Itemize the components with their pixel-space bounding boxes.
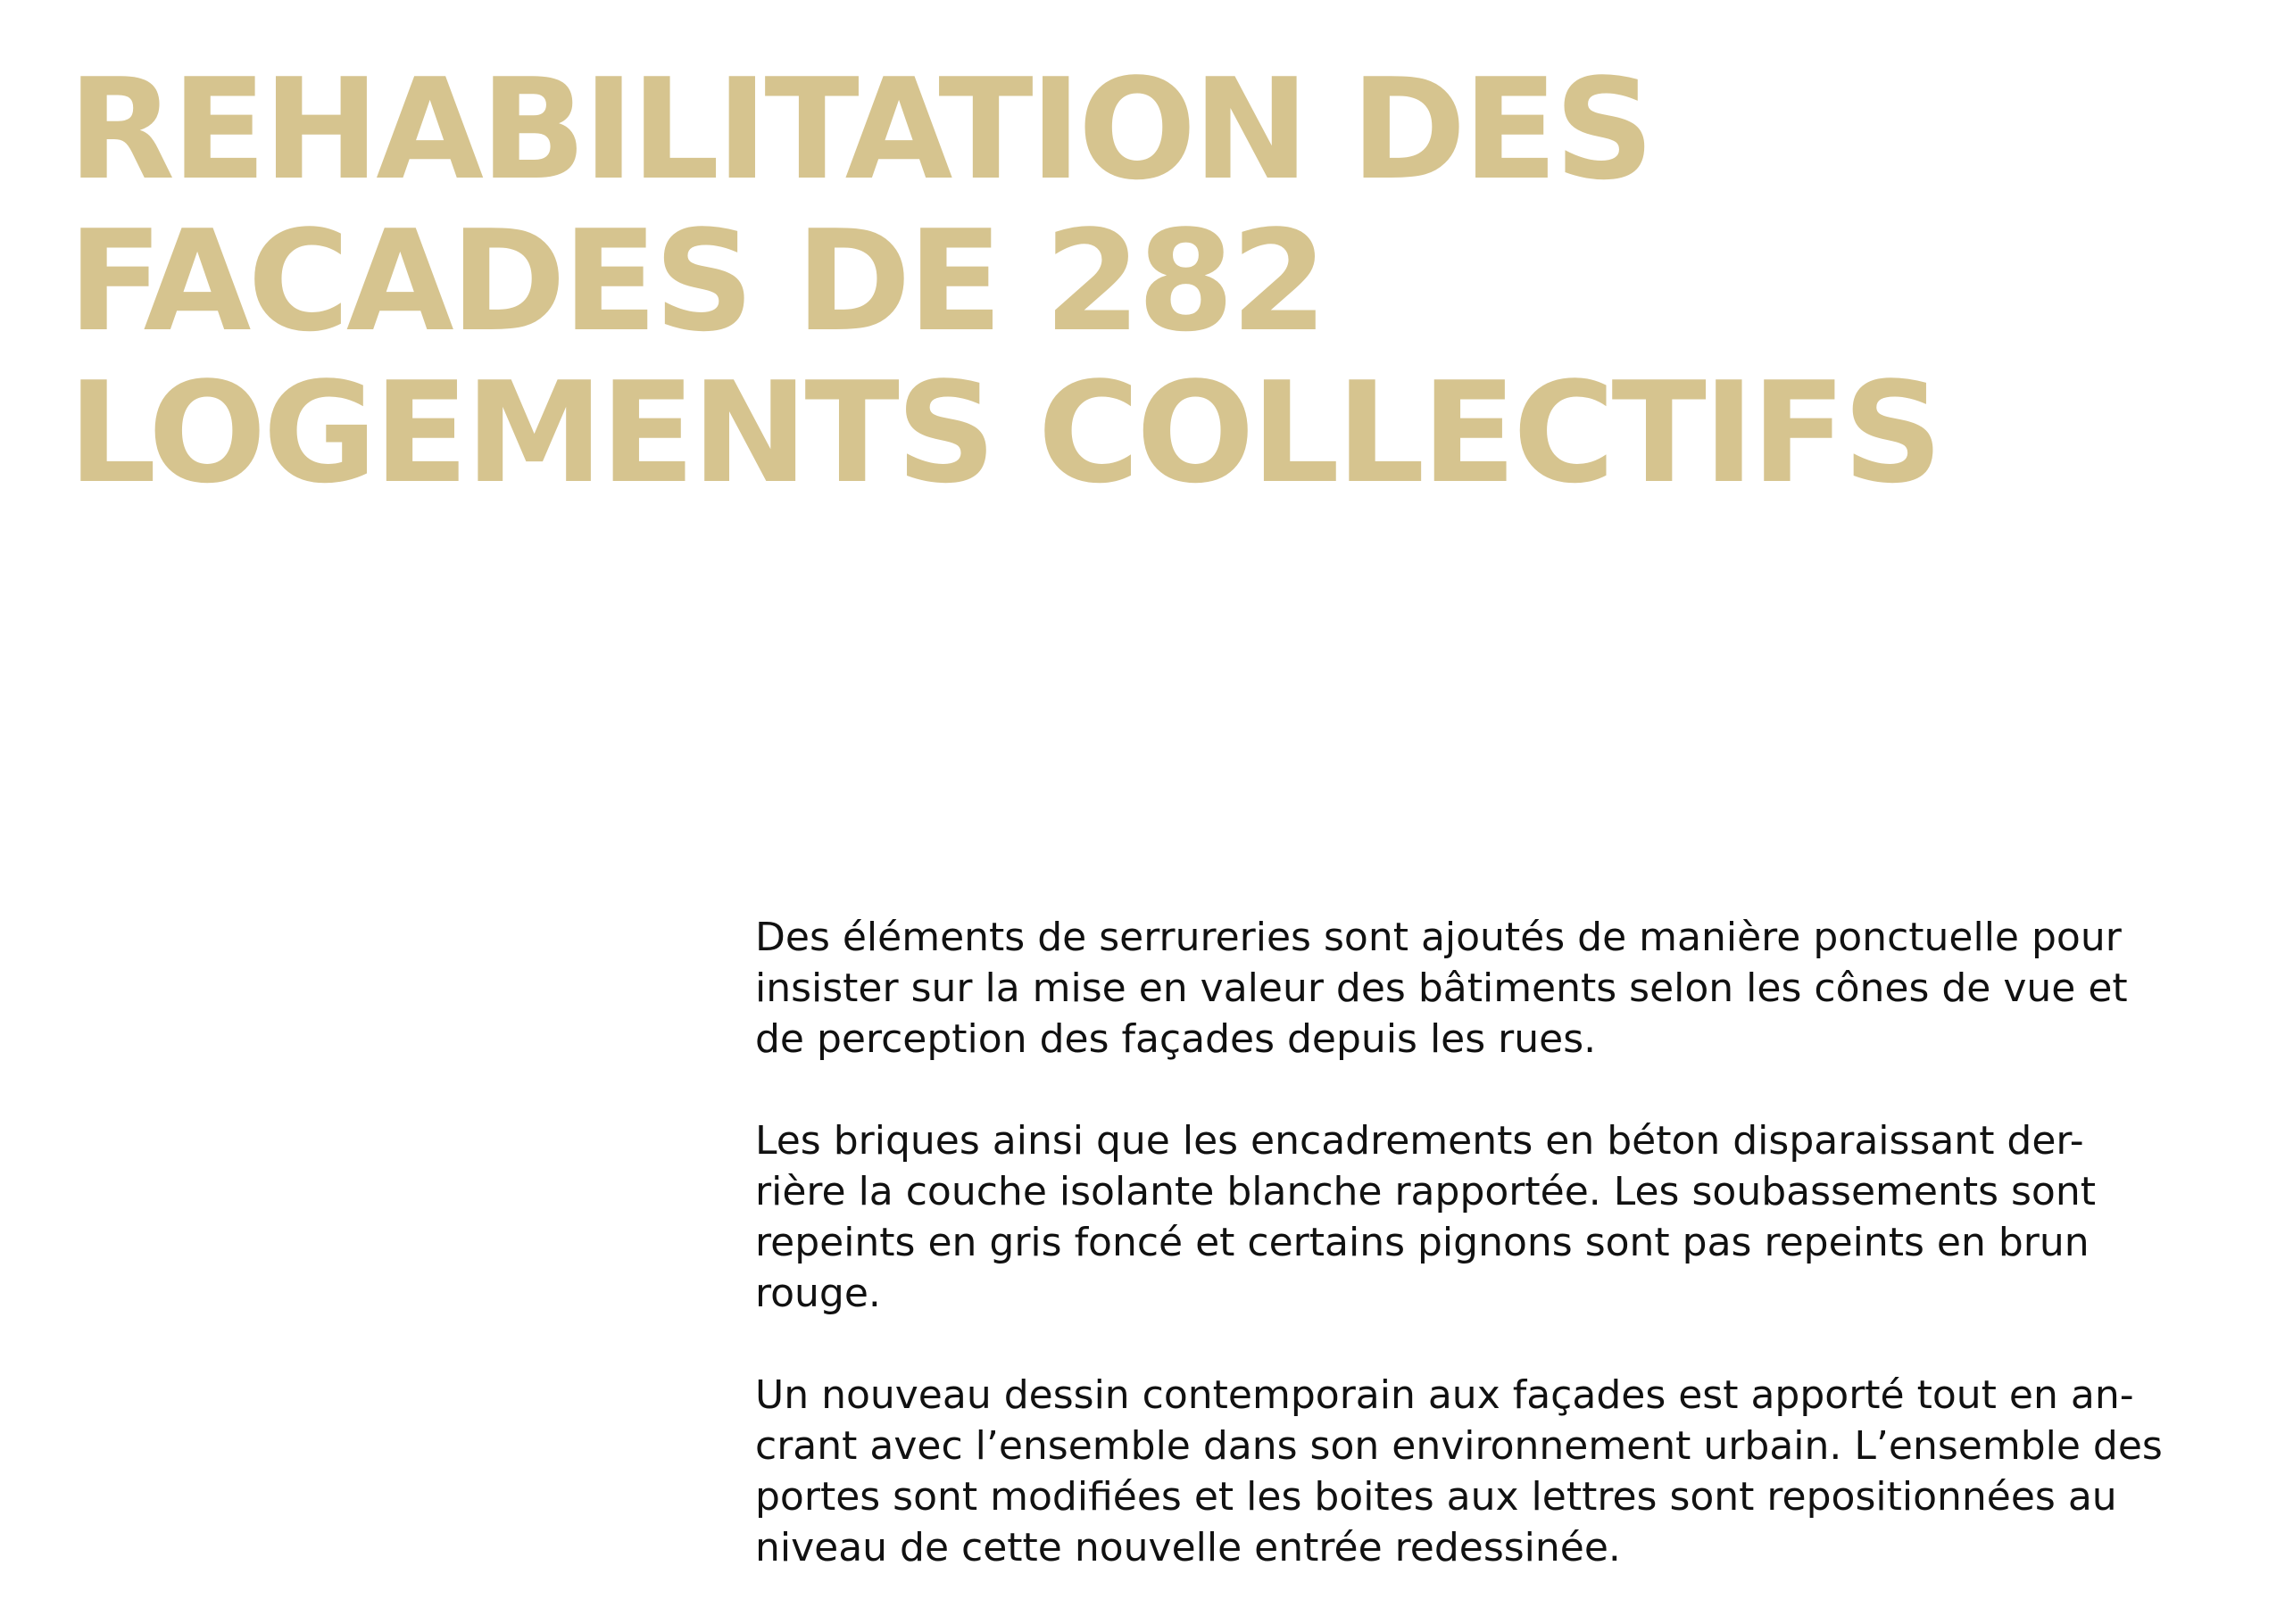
title-line-2: FACADES DE 282 bbox=[68, 200, 1325, 362]
paragraph-1 bbox=[755, 912, 2237, 1065]
paragraph-3 bbox=[755, 1370, 2237, 1573]
paragraph-line: repeints en gris foncé et certains pignons sont pas repeints en brun bbox=[755, 1220, 2090, 1265]
paragraph-line: rière la couche isolante blanche rapportée. Les soubassements sont bbox=[755, 1169, 2096, 1214]
paragraph-line: Un nouveau dessin contemporain aux façades est apporté tout en an- bbox=[755, 1372, 2134, 1418]
paragraph-line: insister sur la mise en valeur des bâtiments selon les cônes de vue et bbox=[755, 965, 2128, 1011]
paragraph-line: de perception des façades depuis les rues. bbox=[755, 1016, 1597, 1062]
title-line-1: REHABILITATION DES bbox=[68, 48, 1651, 211]
paragraph-line: crant avec l’ensemble dans son environnement urbain. L’ensemble des bbox=[755, 1423, 2163, 1469]
body-text bbox=[755, 912, 2237, 1624]
paragraph-line: portes sont modifiées et les boites aux lettres sont repositionnées au bbox=[755, 1474, 2117, 1520]
paragraph-line: Des éléments de serrureries sont ajoutés de manière ponctuelle pour bbox=[755, 915, 2122, 960]
paragraph-2 bbox=[755, 1115, 2237, 1319]
paragraph-line: niveau de cette nouvelle entrée redessinée. bbox=[755, 1525, 1621, 1570]
page-title bbox=[68, 48, 1940, 514]
paragraph-line: Les briques ainsi que les encadrements en béton disparaissant der- bbox=[755, 1118, 2084, 1164]
title-line-3: LOGEMENTS COLLECTIFS bbox=[68, 352, 1940, 514]
paragraph-line: rouge. bbox=[755, 1271, 881, 1316]
